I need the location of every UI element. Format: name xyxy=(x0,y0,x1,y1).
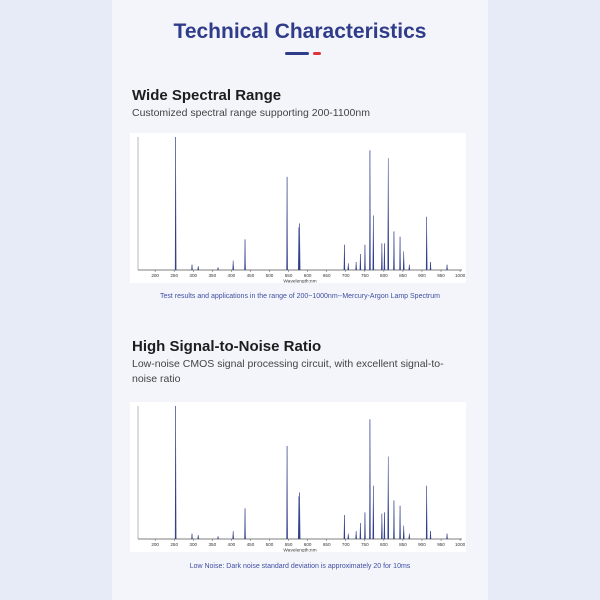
x-tick-label: 750 xyxy=(360,273,369,278)
spectrum-peak xyxy=(426,217,427,270)
spectrum-peak xyxy=(348,534,349,539)
spectrum-peak xyxy=(426,486,427,539)
spectrum-peak xyxy=(373,486,374,539)
x-tick-label: 400 xyxy=(227,542,236,547)
spectrum-peak xyxy=(381,514,382,539)
title-underline-blue xyxy=(285,52,309,55)
x-tick-label: 350 xyxy=(208,542,217,547)
spectrum-peak xyxy=(218,267,219,270)
x-tick-label: 450 xyxy=(246,542,255,547)
spectrum-peak xyxy=(299,492,300,539)
section-title-spectral-range: Wide Spectral Range xyxy=(132,87,282,104)
spectrum-chart-1 xyxy=(130,133,466,283)
spectrum-peak xyxy=(447,265,448,270)
spectrum-peak xyxy=(348,263,349,270)
x-tick-label: 700 xyxy=(341,273,350,278)
spectrum-peak xyxy=(192,265,193,270)
spectrum-peak xyxy=(344,515,345,539)
x-tick-label: 950 xyxy=(437,542,445,547)
spectrum-peak xyxy=(233,261,234,270)
spectrum-peak xyxy=(360,523,361,539)
section-desc-spectral-range: Customized spectral range supporting 200-1100nm xyxy=(132,107,370,119)
x-tick-label: 850 xyxy=(399,542,407,547)
spectrum-peak xyxy=(400,506,401,539)
spectrum-chart-2-svg xyxy=(130,402,466,552)
chart-1-caption: Test results and applications in the range of 200~1000nm--Mercury-Argon Lamp Spectrum xyxy=(160,293,440,300)
x-tick-label: 950 xyxy=(437,273,445,278)
spectrum-peak xyxy=(403,251,404,270)
spectrum-chart-1-svg xyxy=(130,133,466,283)
spectrum-peak xyxy=(400,237,401,270)
spectrum-peak xyxy=(447,534,448,539)
spectrum-peak xyxy=(388,158,389,270)
spectrum-peak xyxy=(369,419,370,539)
x-tick-label: 350 xyxy=(208,273,217,278)
chart-2-caption: Low Noise: Dark noise standard deviation is approximately 20 for 10ms xyxy=(189,563,411,570)
section-desc-snr: Low-noise CMOS signal processing circuit, with excellent signal-to-noise ratio xyxy=(132,358,444,385)
spectrum-peak xyxy=(287,177,288,270)
spectrum-peak xyxy=(384,512,385,539)
x-tick-label: 600 xyxy=(303,273,312,278)
spectrum-peak xyxy=(356,262,357,270)
x-tick-label: 300 xyxy=(189,273,198,278)
spectrum-peak xyxy=(373,215,374,270)
x-tick-label: 200 xyxy=(151,273,159,278)
x-axis-label: Wavelength:nm xyxy=(283,279,317,283)
spectrum-peak xyxy=(299,223,300,270)
spectrum-peak xyxy=(356,531,357,539)
spectrum-peak xyxy=(218,536,219,539)
title-underline-red xyxy=(313,52,321,55)
x-tick-label: 650 xyxy=(322,273,331,278)
spectrum-peak xyxy=(369,150,370,270)
x-tick-label: 300 xyxy=(189,542,198,547)
x-tick-label: 450 xyxy=(246,273,255,278)
spectrum-peak xyxy=(245,239,246,270)
spectrum-peak xyxy=(393,500,394,539)
spectrum-peak xyxy=(409,534,410,539)
x-tick-label: 550 xyxy=(284,273,293,278)
x-tick-label: 800 xyxy=(380,542,388,547)
spectrum-peak xyxy=(393,231,394,270)
x-tick-label: 750 xyxy=(360,542,369,547)
spectrum-peak xyxy=(198,535,199,539)
spectrum-peak xyxy=(403,526,404,539)
x-tick-label: 250 xyxy=(170,273,179,278)
x-tick-label: 500 xyxy=(265,542,274,547)
x-axis-label: Wavelength:nm xyxy=(283,548,317,552)
x-tick-label: 200 xyxy=(151,542,159,547)
spectrum-peak xyxy=(192,534,193,539)
spectrum-peak xyxy=(381,243,382,270)
spectrum-peak xyxy=(175,406,176,539)
spectrum-peak xyxy=(409,265,410,270)
x-tick-label: 900 xyxy=(418,273,426,278)
x-tick-label: 1000 xyxy=(454,542,466,547)
page-title: Technical Characteristics xyxy=(173,20,427,43)
x-tick-label: 800 xyxy=(380,273,388,278)
x-tick-label: 550 xyxy=(284,542,293,547)
x-tick-label: 850 xyxy=(399,273,407,278)
spectrum-peak xyxy=(384,243,385,270)
x-tick-label: 900 xyxy=(418,542,426,547)
x-tick-label: 400 xyxy=(227,273,236,278)
spectrum-peak xyxy=(245,508,246,539)
x-tick-label: 600 xyxy=(303,542,312,547)
spectrum-peak xyxy=(344,245,345,270)
spectrum-peak xyxy=(430,531,431,539)
spectrum-peak xyxy=(175,137,176,270)
spectrum-peak xyxy=(364,512,365,539)
spectrum-peak xyxy=(388,457,389,539)
section-title-snr: High Signal-to-Noise Ratio xyxy=(132,338,322,355)
x-tick-label: 650 xyxy=(322,542,331,547)
spectrum-peak xyxy=(233,531,234,539)
x-tick-label: 1000 xyxy=(454,273,466,278)
spectrum-peak xyxy=(364,245,365,270)
x-tick-label: 500 xyxy=(265,273,274,278)
spectrum-peak xyxy=(287,446,288,539)
spectrum-peak xyxy=(430,262,431,270)
spectrum-peak xyxy=(198,266,199,270)
x-tick-label: 700 xyxy=(341,542,350,547)
content-card xyxy=(112,0,488,600)
x-tick-label: 250 xyxy=(170,542,179,547)
spectrum-chart-2 xyxy=(130,402,466,552)
spectrum-peak xyxy=(360,254,361,270)
